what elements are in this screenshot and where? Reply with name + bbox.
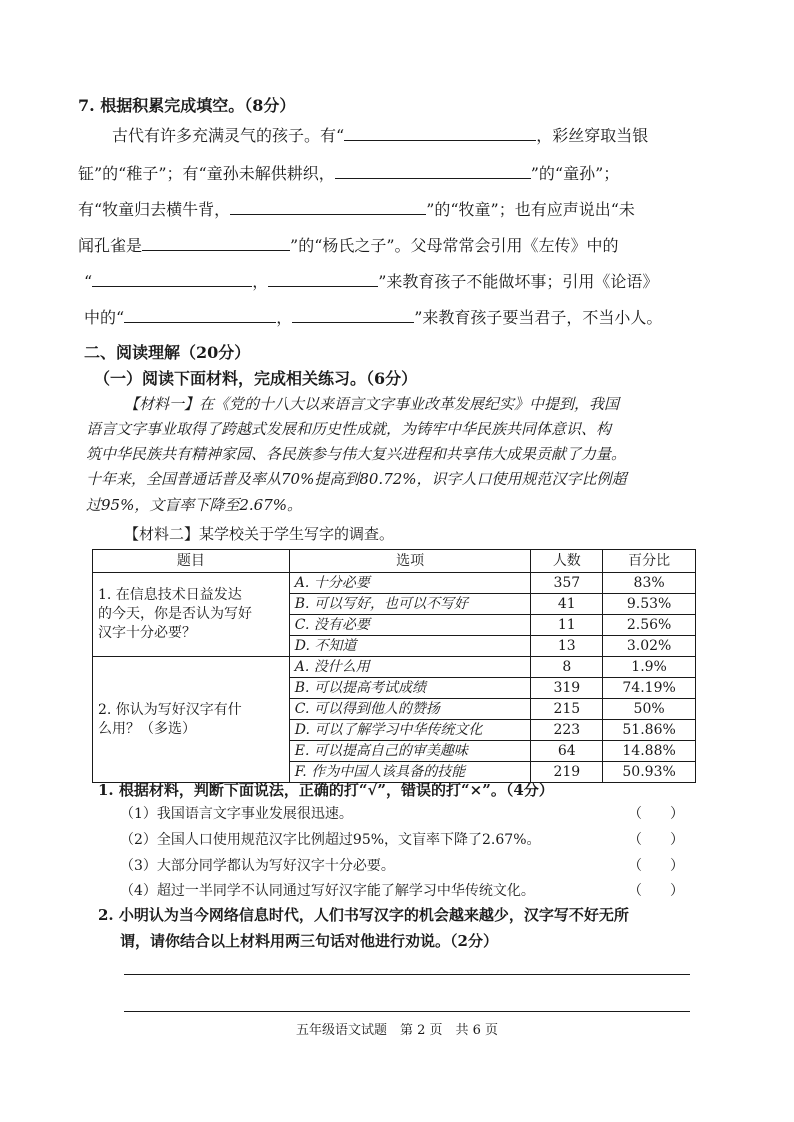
q7-text: ”的“童孙”； xyxy=(530,164,620,183)
option-cell: D. 不知道 xyxy=(289,636,531,657)
answer-paren[interactable] xyxy=(628,855,684,875)
percent-cell: 1.9% xyxy=(603,657,696,678)
q7-text: 闻孔雀是 xyxy=(78,236,143,255)
fill-blank[interactable] xyxy=(142,235,290,251)
fill-blank[interactable] xyxy=(92,271,252,287)
q7-text: ”来教育孩子要当君子，不当小人。 xyxy=(414,308,663,327)
q7-line1 xyxy=(112,123,648,146)
count-cell: 357 xyxy=(531,573,603,594)
material1-line4: 十年来，全国普通话普及率从70%提高到80.72%，识字人口使用规范汉字比例超 xyxy=(86,470,627,488)
option-cell: F. 作为中国人该具备的技能 xyxy=(289,762,531,783)
q7-text: ”的“牧童”；也有应声说出“未 xyxy=(426,200,635,219)
exercise1-item-3: （3）大部分同学都认为写好汉字十分必要。 xyxy=(120,858,395,874)
answer-line[interactable] xyxy=(124,974,690,975)
q7-text: 中的“ xyxy=(84,308,125,327)
count-cell: 219 xyxy=(531,762,603,783)
q7-line4 xyxy=(78,233,619,256)
option-cell: E. 可以提高自己的审美趣味 xyxy=(289,741,531,762)
fill-blank[interactable] xyxy=(268,271,378,287)
material2-intro: 【材料二】某学校关于学生写字的调查。 xyxy=(124,525,395,543)
percent-cell: 74.19% xyxy=(603,678,696,699)
q7-line3 xyxy=(78,197,635,220)
question-2 xyxy=(93,657,290,783)
percent-cell: 50% xyxy=(603,699,696,720)
table-row xyxy=(93,573,696,594)
fill-blank[interactable] xyxy=(292,307,414,323)
question-1 xyxy=(93,573,290,657)
count-cell: 41 xyxy=(531,594,603,615)
table-row xyxy=(93,657,696,678)
option-cell: B. 可以写好，也可以不写好 xyxy=(289,594,531,615)
percent-cell: 2.56% xyxy=(603,615,696,636)
fill-blank[interactable] xyxy=(230,199,426,215)
paren-close: ） xyxy=(670,883,684,899)
option-cell: B. 可以提高考试成绩 xyxy=(289,678,531,699)
material1-line3: 筑中华民族共有精神家园、各民族参与伟大复兴进程和共享伟大成果贡献了力量。 xyxy=(86,445,627,463)
header-percent: 百分比 xyxy=(603,550,696,573)
section2-sub1: （一）阅读下面材料，完成相关练习。（6分） xyxy=(94,369,418,388)
answer-paren[interactable] xyxy=(628,803,684,823)
page-footer: 五年级语文试题 第 2 页 共 6 页 xyxy=(295,1023,499,1038)
percent-cell: 83% xyxy=(603,573,696,594)
option-cell: A. 十分必要 xyxy=(289,573,531,594)
material1-line2: 语言文字事业取得了跨越式发展和历史性成就，为铸牢中华民族共同体意识、构 xyxy=(86,420,612,438)
count-cell: 64 xyxy=(531,741,603,762)
paren-open: （ xyxy=(628,883,642,899)
q7-text: ”来教育孩子不能做坏事；引用《论语》 xyxy=(378,272,659,291)
option-cell: C. 可以得到他人的赞扬 xyxy=(289,699,531,720)
paren-open: （ xyxy=(628,806,642,822)
question-text: 的今天，你是否认为写好 xyxy=(98,606,252,622)
q7-line6 xyxy=(84,305,662,328)
section2-title: 二、阅读理解（20分） xyxy=(84,343,251,362)
exercise2-line1: 2. 小明认为当今网络信息时代，人们书写汉字的机会越来越少，汉字写不好无所 xyxy=(98,906,629,924)
count-cell: 8 xyxy=(531,657,603,678)
paren-open: （ xyxy=(628,832,642,848)
count-cell: 319 xyxy=(531,678,603,699)
q7-text: ， xyxy=(252,272,269,291)
q7-line2 xyxy=(78,161,619,184)
material1-line1: 【材料一】在《党的十八大以来语言文字事业改革发展纪实》中提到，我国 xyxy=(124,395,620,413)
q7-line5 xyxy=(84,269,658,292)
material1-line5: 过95%，文盲率下降至2.67%。 xyxy=(86,496,302,514)
percent-cell: 50.93% xyxy=(603,762,696,783)
q7-text: ， xyxy=(276,308,293,327)
paren-open: （ xyxy=(628,858,642,874)
percent-cell: 9.53% xyxy=(603,594,696,615)
q7-text: ，彩丝穿取当银 xyxy=(536,126,649,145)
count-cell: 13 xyxy=(531,636,603,657)
option-cell: A. 没什么用 xyxy=(289,657,531,678)
fill-blank[interactable] xyxy=(124,307,276,323)
survey-table xyxy=(92,549,696,783)
option-cell: D. 可以了解学习中华传统文化 xyxy=(289,720,531,741)
exercise2-line2: 谓，请你结合以上材料用两三句话对他进行劝说。（2分） xyxy=(120,932,498,950)
q7-text: 古代有许多充满灵气的孩子。有“ xyxy=(112,126,345,145)
exercise1-item-4: （4）超过一半同学不认同通过写好汉字能了解学习中华传统文化。 xyxy=(120,883,535,899)
question-text: 么用？（多选） xyxy=(98,720,196,737)
percent-cell: 3.02% xyxy=(603,636,696,657)
exercise1-item-1: （1）我国语言文字事业发展很迅速。 xyxy=(120,806,353,822)
percent-cell: 51.86% xyxy=(603,720,696,741)
q7-text: 有“牧童归去横牛背， xyxy=(78,200,231,219)
count-cell: 215 xyxy=(531,699,603,720)
q7-text: “ xyxy=(84,272,93,291)
paren-close: ） xyxy=(670,858,684,874)
answer-paren[interactable] xyxy=(628,829,684,849)
q7-text: 钲”的“稚子”；有“童孙未解供耕织， xyxy=(78,164,335,183)
count-cell: 11 xyxy=(531,615,603,636)
q7-title: 7. 根据积累完成填空。（8分） xyxy=(78,96,296,115)
count-cell: 223 xyxy=(531,720,603,741)
answer-paren[interactable] xyxy=(628,880,684,900)
percent-cell: 14.88% xyxy=(603,741,696,762)
question-text: 2. 你认为写好汉字有什 xyxy=(98,701,242,718)
answer-line[interactable] xyxy=(124,1011,690,1012)
header-count: 人数 xyxy=(531,550,603,573)
q7-text: ”的“杨氏之子”。父母常常会引用《左传》中的 xyxy=(290,236,619,255)
exercise1-item-2: （2）全国人口使用规范汉字比例超过95%，文盲率下降了2.67%。 xyxy=(120,832,541,848)
paren-close: ） xyxy=(670,806,684,822)
option-cell: C. 没有必要 xyxy=(289,615,531,636)
paren-close: ） xyxy=(670,832,684,848)
fill-blank[interactable] xyxy=(335,163,531,179)
header-question: 题目 xyxy=(93,550,290,573)
fill-blank[interactable] xyxy=(344,125,536,141)
question-text: 汉字十分必要？ xyxy=(98,625,196,641)
header-option: 选项 xyxy=(289,550,531,573)
table-header-row xyxy=(93,550,696,573)
exercise1-title: 1. 根据材料，判断下面说法，正确的打“√”，错误的打“×”。（4分） xyxy=(98,781,554,799)
question-text: 1. 在信息技术日益发达 xyxy=(98,587,242,603)
